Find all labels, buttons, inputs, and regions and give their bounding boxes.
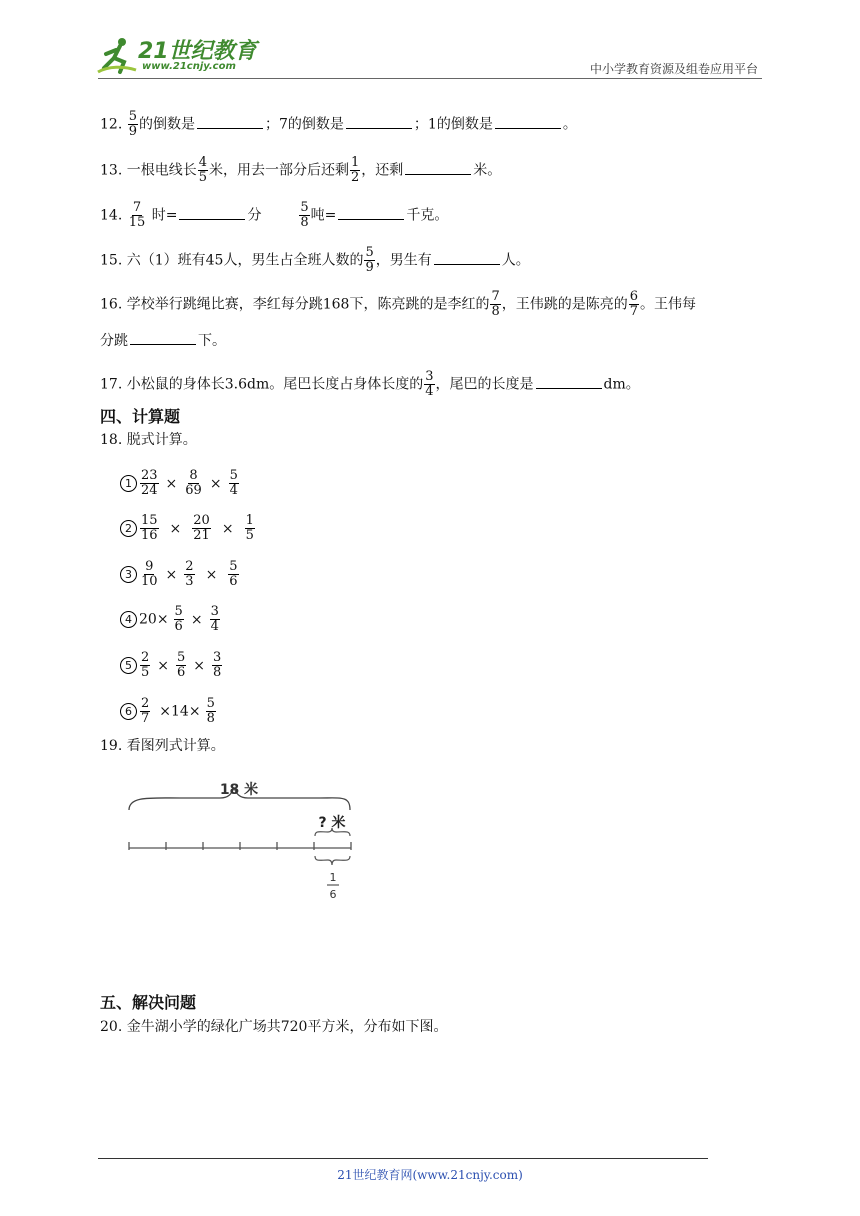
answer-blank[interactable] [338, 205, 404, 220]
fraction [629, 290, 639, 319]
denominator: 5 [198, 170, 207, 185]
question-12 [100, 110, 577, 139]
numerator: 5 [206, 696, 215, 711]
question-text: 的倒数是 [139, 116, 195, 133]
logo-url: www.21cnjy.com [142, 61, 236, 72]
part-brace-bottom [315, 856, 350, 865]
fraction [140, 514, 159, 543]
numerator: 5 [177, 650, 186, 665]
numerator: 2 [141, 696, 150, 711]
question-text: ；1的倒数是 [413, 116, 493, 133]
denominator: 15 [128, 215, 146, 230]
calc-item-5 [120, 651, 223, 680]
answer-blank[interactable] [536, 374, 602, 389]
numerator: 7 [491, 289, 500, 304]
denominator: 9 [365, 260, 374, 275]
question-13 [100, 156, 501, 185]
denominator: 5 [245, 528, 254, 543]
times-sign: × [165, 566, 178, 583]
denominator: 9 [128, 124, 137, 139]
numerator: 2 [141, 650, 150, 665]
question-text: 小松鼠的身体长3.6dm。尾巴长度占身体长度的 [126, 376, 424, 393]
times-sign: × [190, 611, 203, 628]
fraction [176, 651, 186, 680]
fraction [128, 110, 138, 139]
question-number: 13. [100, 162, 123, 179]
fraction [228, 560, 238, 589]
question-text: 看图列式计算。 [126, 738, 225, 754]
question-20 [100, 1017, 447, 1037]
question-text: 分跳 [100, 333, 128, 349]
question-number: 19. [100, 738, 123, 754]
question-text: 下。 [198, 333, 226, 349]
circled-number: 1 [120, 475, 137, 492]
denominator: 5 [141, 665, 150, 680]
question-18 [100, 430, 197, 450]
calc-item-1 [120, 469, 240, 498]
denominator: 7 [629, 304, 639, 319]
fraction [210, 605, 220, 634]
denominator: 8 [213, 665, 222, 680]
answer-blank[interactable] [130, 330, 196, 345]
denominator: 8 [206, 711, 215, 726]
numerator: 5 [229, 468, 238, 483]
times-sign: × [193, 657, 206, 674]
answer-blank[interactable] [495, 114, 561, 129]
question-text: 。 [562, 116, 577, 133]
question-text: 金牛湖小学的绿化广场共720平方米，分布如下图。 [126, 1019, 448, 1035]
question-number: 16. [100, 296, 123, 313]
answer-blank[interactable] [197, 114, 263, 129]
denominator: 7 [141, 711, 150, 726]
fraction [192, 514, 211, 543]
denominator: 2 [351, 170, 360, 185]
circled-number: 5 [120, 657, 137, 674]
denominator: 6 [177, 665, 186, 680]
question-text: ，还剩 [361, 162, 404, 179]
footer-link[interactable]: 21世纪教育网(www.21cnjy.com) [337, 1168, 523, 1182]
numerator: 5 [365, 245, 374, 260]
times-sign: × [209, 475, 222, 492]
section-title-calc: 四、计算题 [100, 407, 181, 426]
question-number: 12. [100, 116, 123, 133]
denominator: 6 [229, 574, 238, 589]
question-17 [100, 370, 640, 399]
denominator: 24 [141, 483, 158, 498]
question-16-continued [100, 330, 226, 351]
unknown-label: ? 米 [318, 815, 346, 831]
numerator: 3 [213, 650, 222, 665]
calc-middle: ×14× [159, 703, 201, 720]
circled-number: 6 [120, 703, 137, 720]
numerator: 6 [629, 289, 639, 304]
question-number: 20. [100, 1019, 123, 1035]
question-text: ，男生有 [375, 252, 432, 269]
denominator: 4 [229, 483, 238, 498]
calc-item-4 [120, 605, 221, 634]
denominator: 8 [300, 215, 309, 230]
fraction [140, 469, 159, 498]
answer-blank[interactable] [405, 160, 471, 175]
denominator: 16 [141, 528, 158, 543]
denominator: 4 [425, 384, 434, 399]
page-header [0, 0, 860, 90]
fraction [490, 290, 500, 319]
question-text: 脱式计算。 [126, 432, 197, 448]
question-text: 人。 [501, 252, 530, 269]
logo-text: 21世纪教育 [138, 39, 257, 64]
header-tagline: 中小学教育资源及组卷应用平台 [589, 62, 758, 76]
fraction [364, 246, 374, 275]
question-number: 14. [100, 207, 123, 224]
question-text: ；7的倒数是 [265, 116, 344, 133]
fraction [212, 651, 222, 680]
numerator: 2 [185, 559, 194, 574]
times-sign: × [205, 566, 218, 583]
numerator: 5 [229, 559, 238, 574]
times-sign: × [165, 475, 178, 492]
fraction [184, 469, 203, 498]
question-text: 米，用去一部分后还剩 [209, 162, 349, 179]
answer-blank[interactable] [346, 114, 412, 129]
numerator: 23 [141, 468, 158, 483]
question-text: 千克。 [406, 207, 449, 224]
question-text: ，王伟跳的是陈亮的 [501, 296, 628, 313]
calc-item-2 [120, 514, 256, 543]
numerator: 5 [300, 200, 309, 215]
numerator: 15 [141, 513, 158, 528]
numerator: 1 [245, 513, 254, 528]
question-19 [100, 736, 225, 756]
question-text: 。王伟每 [640, 296, 697, 313]
question-number: 18. [100, 432, 123, 448]
numerator: 5 [128, 109, 137, 124]
numerator: 4 [198, 155, 207, 170]
question-text: ，尾巴的长度是 [435, 376, 534, 393]
circled-number: 2 [120, 520, 137, 537]
section-title-solve: 五、解决问题 [100, 993, 197, 1012]
fraction-numerator: 1 [329, 871, 337, 884]
fraction [140, 651, 150, 680]
total-label: 18 米 [219, 782, 259, 798]
question-number: 17. [100, 376, 123, 393]
numerator: 1 [351, 155, 360, 170]
denominator: 6 [174, 619, 183, 634]
question-text: dm。 [603, 376, 640, 393]
circled-number: 3 [120, 566, 137, 583]
fraction [140, 560, 159, 589]
numerator: 3 [210, 604, 219, 619]
footer-divider [98, 1158, 708, 1159]
answer-blank[interactable] [179, 205, 245, 220]
numerator: 3 [425, 369, 434, 384]
question-14 [100, 201, 448, 230]
denominator: 4 [210, 619, 219, 634]
fraction [245, 514, 255, 543]
fraction [229, 469, 239, 498]
fraction [299, 201, 309, 230]
fraction [206, 697, 216, 726]
question-text: 一根电线长 [126, 162, 197, 179]
numerator: 7 [132, 200, 142, 215]
denominator: 3 [185, 574, 194, 589]
times-sign: × [169, 520, 182, 537]
question-15 [100, 246, 530, 275]
site-logo [94, 34, 264, 78]
numerator: 20 [193, 513, 210, 528]
runner-logo-icon [94, 34, 138, 78]
question-text: 学校举行跳绳比赛，李红每分跳168下，陈亮跳的是李红的 [126, 296, 490, 313]
tick-marks [129, 842, 351, 850]
fraction [184, 560, 194, 589]
denominator: 8 [491, 304, 500, 319]
answer-blank[interactable] [434, 250, 500, 265]
calc-item-3 [120, 560, 240, 589]
times-sign: × [157, 657, 170, 674]
fraction [424, 370, 434, 399]
question-text: 时= [151, 207, 178, 224]
numerator: 9 [145, 559, 154, 574]
numerator: 8 [189, 468, 198, 483]
times-sign: × [221, 520, 234, 537]
denominator: 21 [193, 528, 210, 543]
segment-diagram [120, 770, 370, 910]
question-text: 分 [247, 207, 262, 224]
circled-number: 4 [120, 611, 137, 628]
denominator: 10 [141, 574, 158, 589]
fraction-denominator: 6 [329, 888, 337, 901]
question-16 [100, 290, 696, 319]
question-text: 吨= [310, 207, 337, 224]
question-text: 六（1）班有45人，男生占全班人数的 [126, 252, 364, 269]
fraction [174, 605, 184, 634]
fraction [140, 697, 150, 726]
fraction [128, 201, 147, 230]
header-divider [98, 78, 762, 79]
calc-lead: 20× [139, 611, 169, 628]
numerator: 5 [174, 604, 183, 619]
fraction [350, 156, 360, 185]
question-text: 米。 [473, 162, 502, 179]
calc-item-6 [120, 697, 217, 726]
question-number: 15. [100, 252, 123, 269]
fraction [198, 156, 208, 185]
denominator: 69 [185, 483, 202, 498]
